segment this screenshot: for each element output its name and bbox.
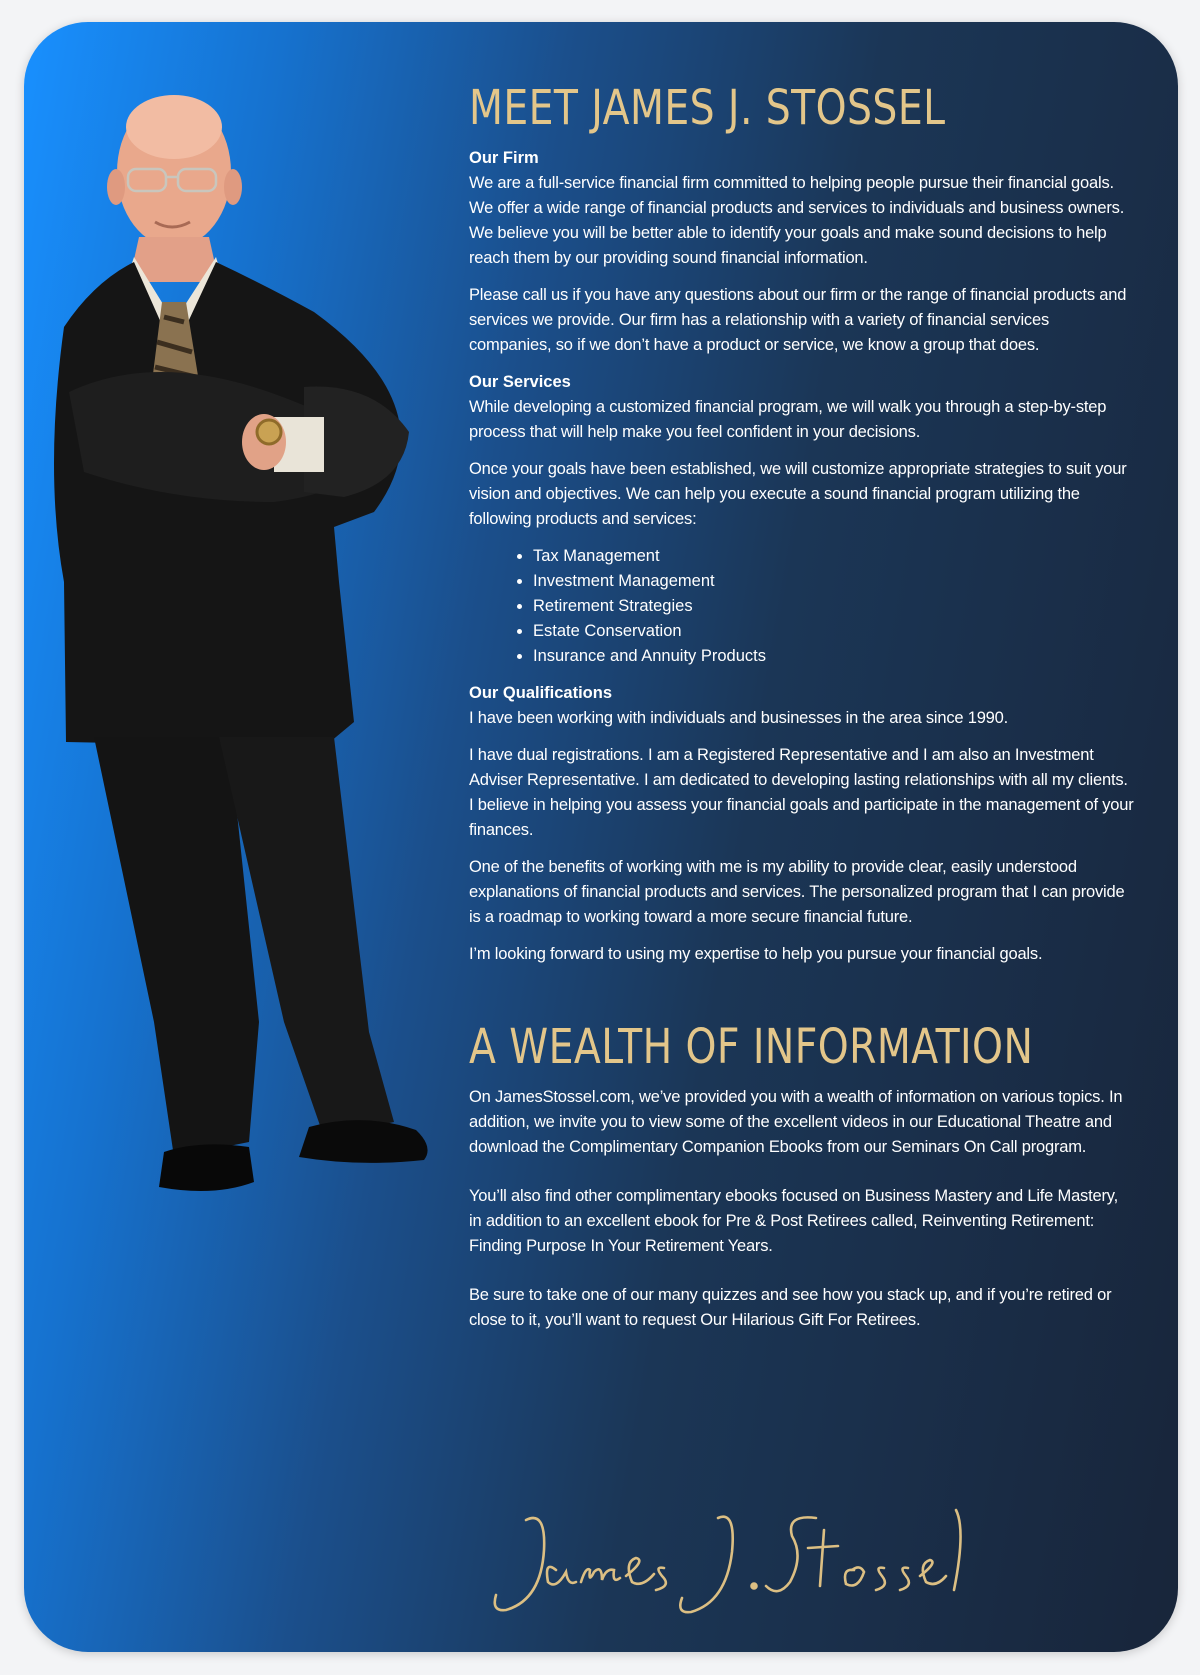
qualifications-paragraph-2: I have dual registrations. I am a Registered Representative and I am also an Investment Adviser Representative. I am dedicated to developing lasting relationships with all my clients. I believe in helping you assess your financial goals and participate in the management of your finances. [469,746,1134,839]
services-heading: Our Services [469,373,571,391]
wealth-paragraph-2: You’ll also find other complimentary ebooks focused on Business Mastery and Life Mastery, in addition to an excellent ebook for Pre & Post Retirees called, Reinventing Retirement: Finding Purpose In Your Retirement Years. [469,1187,1118,1255]
qualifications-heading: Our Qualifications [469,684,613,702]
signature [486,1490,1006,1630]
list-item: • Estate Conservation [533,619,1134,644]
list-item: • Tax Management [533,544,1134,569]
services-list [469,544,1134,669]
list-item: • Investment Management [533,569,1134,594]
wealth-paragraph-3: Be sure to take one of our many quizzes and see how you stack up, and if you’re retired or close to it, you’ll want to request Our Hilarious Gift For Retirees. [469,1286,1112,1329]
firm-heading: Our Firm [469,149,539,167]
list-item: • Retirement Strategies [533,594,1134,619]
wealth-paragraph-1: On JamesStossel.com, we’ve provided you with a wealth of information on various topics. In addition, we invite you to view some of the excellent videos in our Educational Theatre and download the Complimentary Companion Ebooks from our Seminars On Call program. [469,1088,1123,1156]
services-paragraph-2: Once your goals have been established, we will customize appropriate strategies to suit your vision and objectives. We can help you execute a sound financial program utilizing the following products and services: [469,460,1127,528]
qualifications-paragraph-1: I have been working with individuals and businesses in the area since 1990. [469,709,1009,727]
list-item: • Insurance and Annuity Products [533,644,1134,669]
portrait-photo [24,22,464,1222]
firm-paragraph-1: We are a full-service financial firm committed to helping people pursue their financial goals. We offer a wide range of financial products and services to individuals and business owners. We believe you will be better able to identify your goals and make sound decisions to help reach them by our providing sound financial information. [469,174,1125,267]
wealth-title: A WEALTH OF INFORMATION [469,1019,1034,1075]
meet-title: MEET JAMES J. STOSSEL [469,80,946,136]
services-paragraph-1: While developing a customized financial program, we will walk you through a step-by-step process that will help make you feel confident in your decisions. [469,398,1107,441]
firm-paragraph-2: Please call us if you have any questions about our firm or the range of financial products and services we provide. Our firm has a relationship with a variety of financial services companies, so if we don’t have a product or service, we know a group that does. [469,286,1127,354]
bio-card [24,22,1178,1652]
qualifications-paragraph-3: One of the benefits of working with me is my ability to provide clear, easily understood explanations of financial products and services. The personalized program that I can provide is a roadmap to working toward a more secure financial future. [469,858,1125,926]
content-column [469,80,1134,1345]
qualifications-paragraph-4: I’m looking forward to using my expertise to help you pursue your financial goals. [469,945,1043,963]
